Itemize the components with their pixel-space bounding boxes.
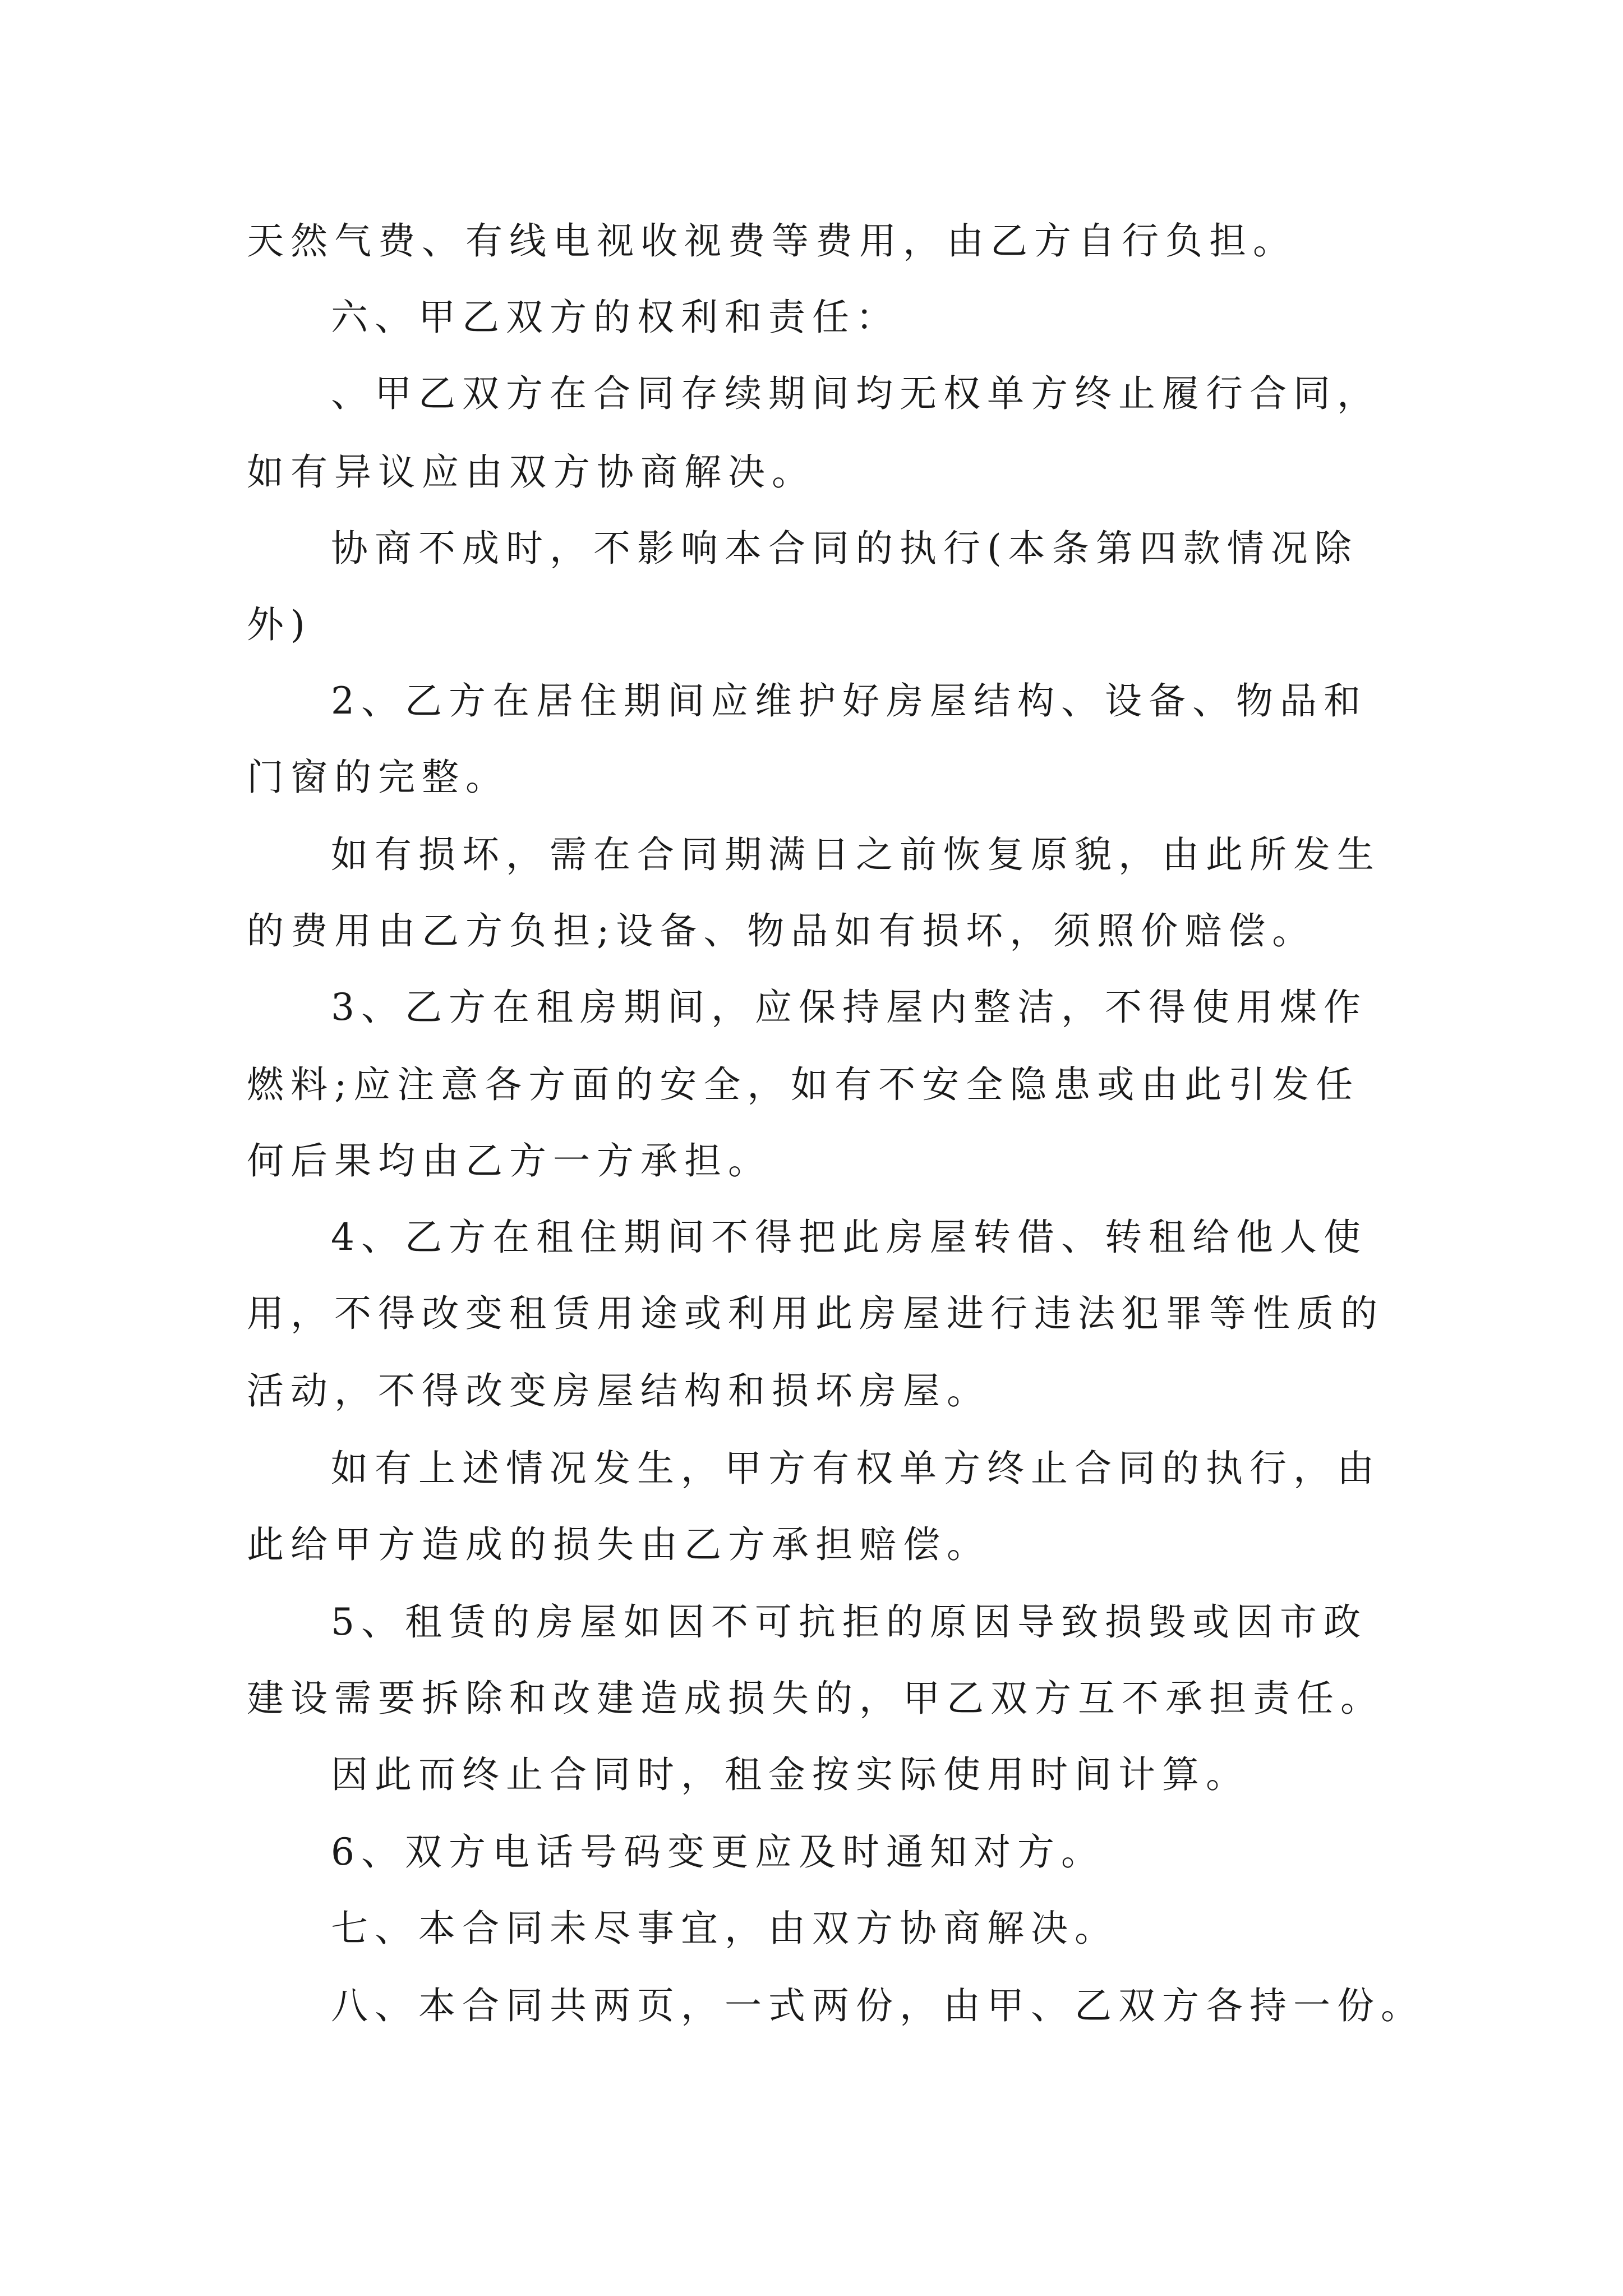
text-line: 天然气费、有线电视收视费等费用，由乙方自行负担。 (247, 219, 1297, 263)
text-line: 、甲乙双方在合同存续期间均无权单方终止履行合同， (331, 372, 1381, 415)
text-line: 活动，不得改变房屋结构和损坏房屋。 (247, 1369, 990, 1412)
text-line: 何后果均由乙方一方承担。 (247, 1139, 772, 1182)
text-line: 此给甲方造成的损失由乙方承担赔偿。 (247, 1523, 990, 1566)
text-line: 建设需要拆除和改建造成损失的，甲乙双方互不承担责任。 (247, 1677, 1384, 1720)
text-line: 如有异议应由双方协商解决。 (247, 450, 815, 494)
text-line: 用，不得改变租赁用途或利用此房屋进行违法犯罪等性质的 (247, 1292, 1384, 1335)
section-heading-misc: 七、本合同未尽事宜，由双方协商解决。 (331, 1907, 1118, 1950)
text-line: 2、乙方在居住期间应维护好房屋结构、设备、物品和 (331, 679, 1367, 723)
text-line: 3、乙方在租房期间，应保持屋内整洁，不得使用煤作 (331, 986, 1367, 1029)
text-line: 协商不成时，不影响本合同的执行(本条第四款情况除 (331, 527, 1358, 570)
text-line: 燃料;应注意各方面的安全，如有不安全隐患或由此引发任 (247, 1063, 1360, 1106)
section-heading-rights: 六、甲乙双方的权利和责任： (331, 296, 900, 339)
text-line: 因此而终止合同时，租金按实际使用时间计算。 (331, 1753, 1249, 1796)
text-line: 如有损坏，需在合同期满日之前恢复原貌，由此所发生 (331, 833, 1381, 876)
text-line: 外) (247, 603, 312, 646)
text-line: 的费用由乙方负担;设备、物品如有损坏，须照价赔偿。 (247, 909, 1316, 953)
text-line: 如有上述情况发生，甲方有权单方终止合同的执行，由 (331, 1447, 1381, 1490)
text-line: 门窗的完整。 (247, 756, 509, 799)
text-line: 6、双方电话号码变更应及时通知对方。 (331, 1830, 1105, 1874)
section-heading-copies: 八、本合同共两页，一式两份，由甲、乙双方各持一份。 (331, 1984, 1424, 2027)
text-line: 4、乙方在租住期间不得把此房屋转借、转租给他人使 (331, 1216, 1367, 1259)
text-line: 5、租赁的房屋如因不可抗拒的原因导致损毁或因市政 (331, 1600, 1367, 1644)
